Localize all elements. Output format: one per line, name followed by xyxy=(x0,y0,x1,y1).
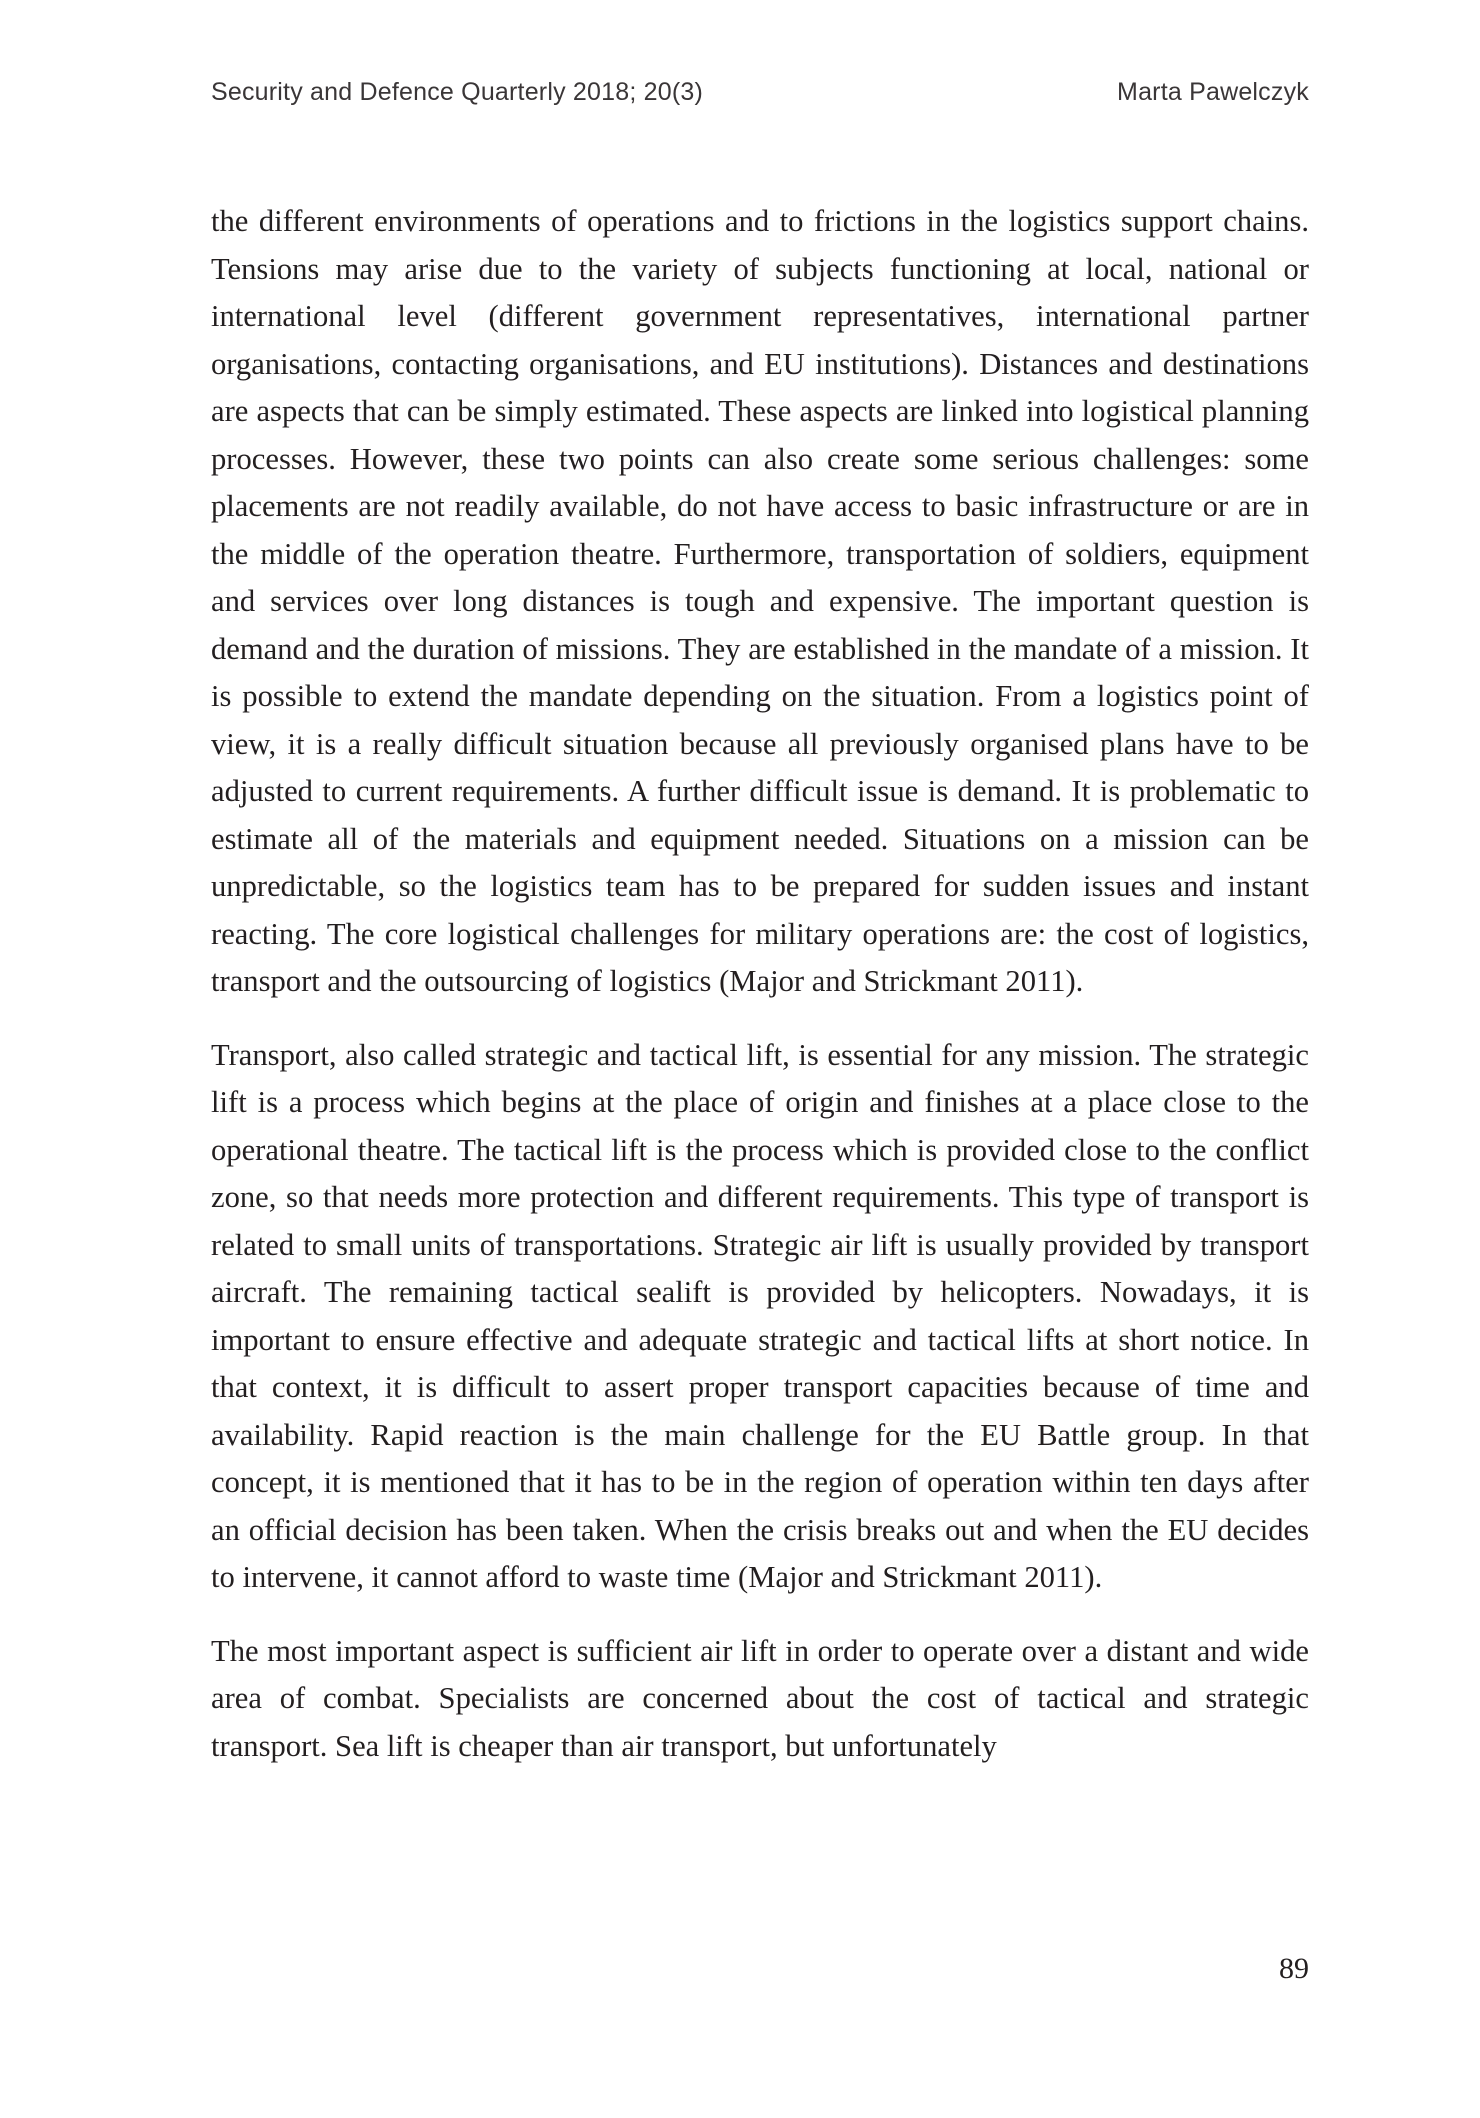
paragraph: Transport, also called strategic and tactical lift, is essential for any mission. The strategic lift is a process which begins at the place of origin and finishes at a place close to the operational theatre. The tactical lift is the process which is provided close to the conflict zone, so that needs more protection and different requirements. This type of transport is related to small units of transportations. Strategic air lift is usually provided by transport aircraft. The remaining tactical sealift is provided by helicopters. Nowadays, it is important to ensure effective and adequate strategic and tactical lifts at short notice. In that context, it is difficult to assert proper transport capacities because of time and availability. Rapid reaction is the main challenge for the EU Battle group. In that concept, it is mentioned that it has to be in the region of operation within ten days after an official decision has been taken. When the crisis breaks out and when the EU decides to intervene, it cannot afford to waste time (Major and Strickmant 2011). xyxy=(211,1037,1309,1594)
paragraph: the different environments of operations and to frictions in the logistics support chains. Tensions may arise due to the variety of subjects functioning at local, national or international level (different government representatives, international partner organisations, contacting organisations, and EU institutions). Distances and destinations are aspects that can be simply estimated. These aspects are linked into logistical planning processes. However, these two points can also create some serious challenges: some placements are not readily available, do not have access to basic infrastructure or are in the middle of the operation theatre. Furthermore, transportation of soldiers, equipment and services over long distances is tough and expensive. The important question is demand and the duration of missions. They are established in the mandate of a mission. It is possible to extend the mandate depending on the situation. From a logistics point of view, it is a really difficult situation because all previously organised plans have to be adjusted to current requirements. A further difficult issue is demand. It is problematic to estimate all of the materials and equipment needed. Situations on a mission can be unpredictable, so the logistics team has to be prepared for sudden issues and instant reacting. The core logistical challenges for military operations are: the cost of logistics, transport and the outsourcing of logistics (Major and Strickmant 2011). xyxy=(211,204,1309,998)
paragraph: The most important aspect is sufficient air lift in order to operate over a distant and wide area of combat. Specialists are concerned about the cost of tactical and strategic transport. Sea lift is cheaper than air transport, but unfortunately xyxy=(211,1633,1309,1763)
journal-citation: Security and Defence Quarterly 2018; 20(3) xyxy=(211,78,703,106)
article-body xyxy=(211,198,1309,1796)
author-name: Marta Pawelczyk xyxy=(1117,78,1309,106)
running-header xyxy=(211,78,1309,107)
page-number: 89 xyxy=(1279,1952,1309,1985)
